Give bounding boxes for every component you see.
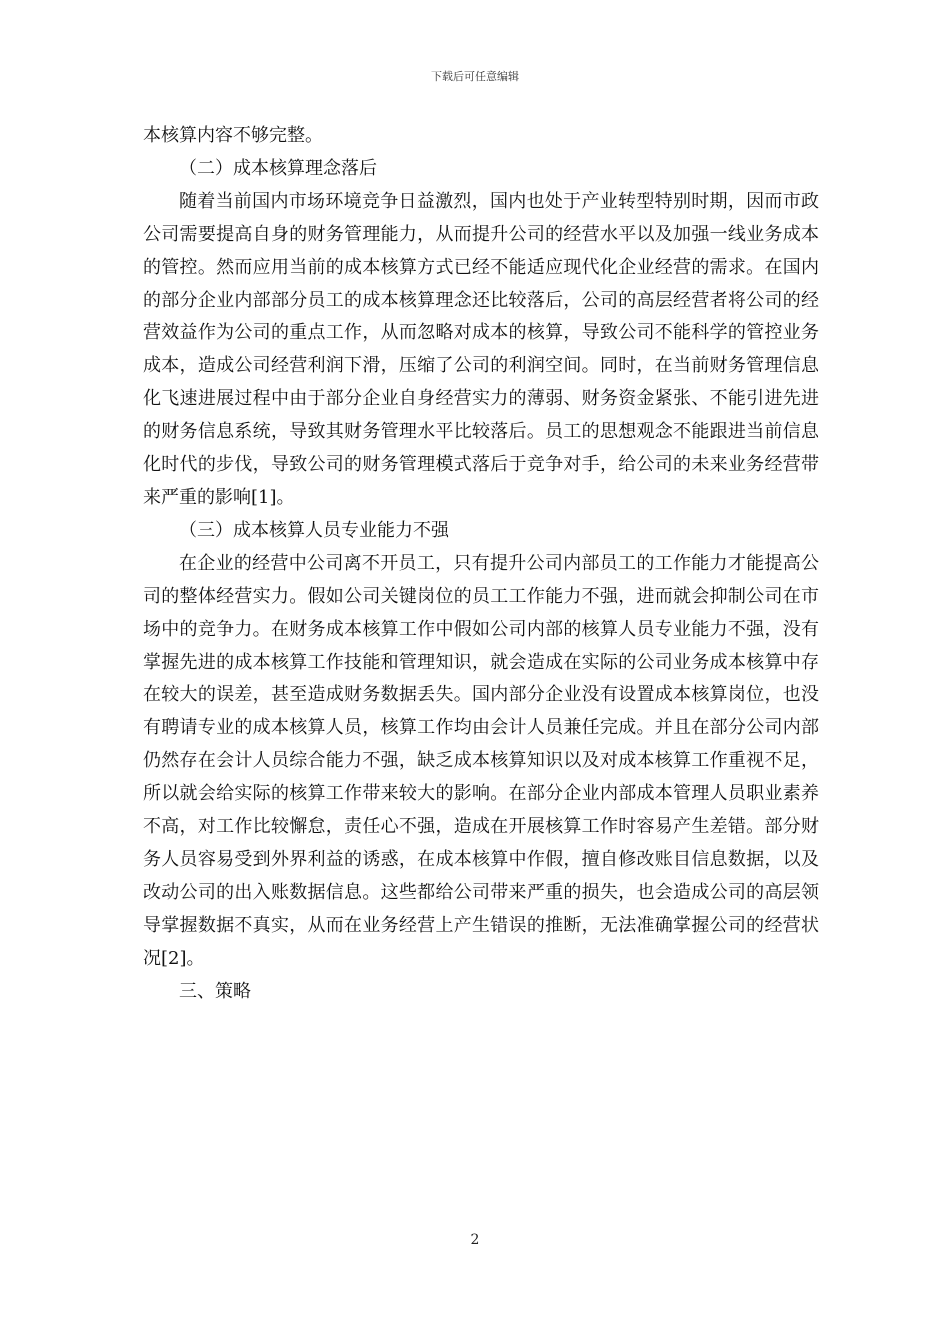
document-body (143, 120, 819, 1008)
section-heading-3: （三）成本核算人员专业能力不强 (179, 519, 449, 541)
page-header: 下载后可任意编辑 (431, 70, 519, 83)
page-number: 2 (470, 1232, 480, 1248)
paragraph-continuation: 本核算内容不够完整。 (143, 125, 323, 146)
paragraph-staff-ability: 在企业的经营中公司离不开员工，只有提升公司内部员工的工作能力才能提高公司的整体经营实力。假如公司关键岗位的员工工作能力不强，进而就会抑制公司在市场中的竞争力。在财务成本核算工作中假如公司内部的核算人员专业能力不强，没有掌握先进的成本核算工作技能和管理知识，就会造成在实际的公司业务成本核算中存在较大的误差，甚至造成财务数据丢失。国内部分企业没有设置成本核算岗位，也没有聘请专业的成本核算人员，核算工作均由会计人员兼任完成。并且在部分公司内部仍然存在会计人员综合能力不强，缺乏成本核算知识以及对成本核算工作重视不足，所以就会给实际的核算工作带来较大的影响。在部分企业内部成本管理人员职业素养不高，对工作比较懈怠，责任心不强，造成在开展核算工作时容易产生差错。部分财务人员容易受到外界利益的诱惑，在成本核算中作假，擅自修改账目信息数据，以及改动公司的出入账数据信息。这些都给公司带来严重的损失，也会造成公司的高层领导掌握数据不真实，从而在业务经营上产生错误的推断，无法准确掌握公司的经营状况[2]。 (143, 552, 819, 969)
section-heading-2: （二）成本核算理念落后 (179, 157, 377, 179)
paragraph-cost-concept: 随着当前国内市场环境竞争日益激烈，国内也处于产业转型特别时期，因而市政公司需要提高自身的财务管理能力，从而提升公司的经营水平以及加强一线业务成本的管控。然而应用当前的成本核算方式已经不能适应现代化企业经营的需求。在国内的部分企业内部部分员工的成本核算理念还比较落后，公司的高层经营者将公司的经营效益作为公司的重点工作，从而忽略对成本的核算，导致公司不能科学的管控业务成本，造成公司经营利润下滑，压缩了公司的利润空间。同时，在当前财务管理信息化飞速进展过程中由于部分企业自身经营实力的薄弱、财务资金紧张、不能引进先进的财务信息系统，导致其财务管理水平比较落后。员工的思想观念不能跟进当前信息化时代的步伐，导致公司的财务管理模式落后于竞争对手，给公司的未来业务经营带来严重的影响[1]。 (143, 190, 819, 508)
section-heading-strategy: 三、策略 (179, 980, 251, 1002)
